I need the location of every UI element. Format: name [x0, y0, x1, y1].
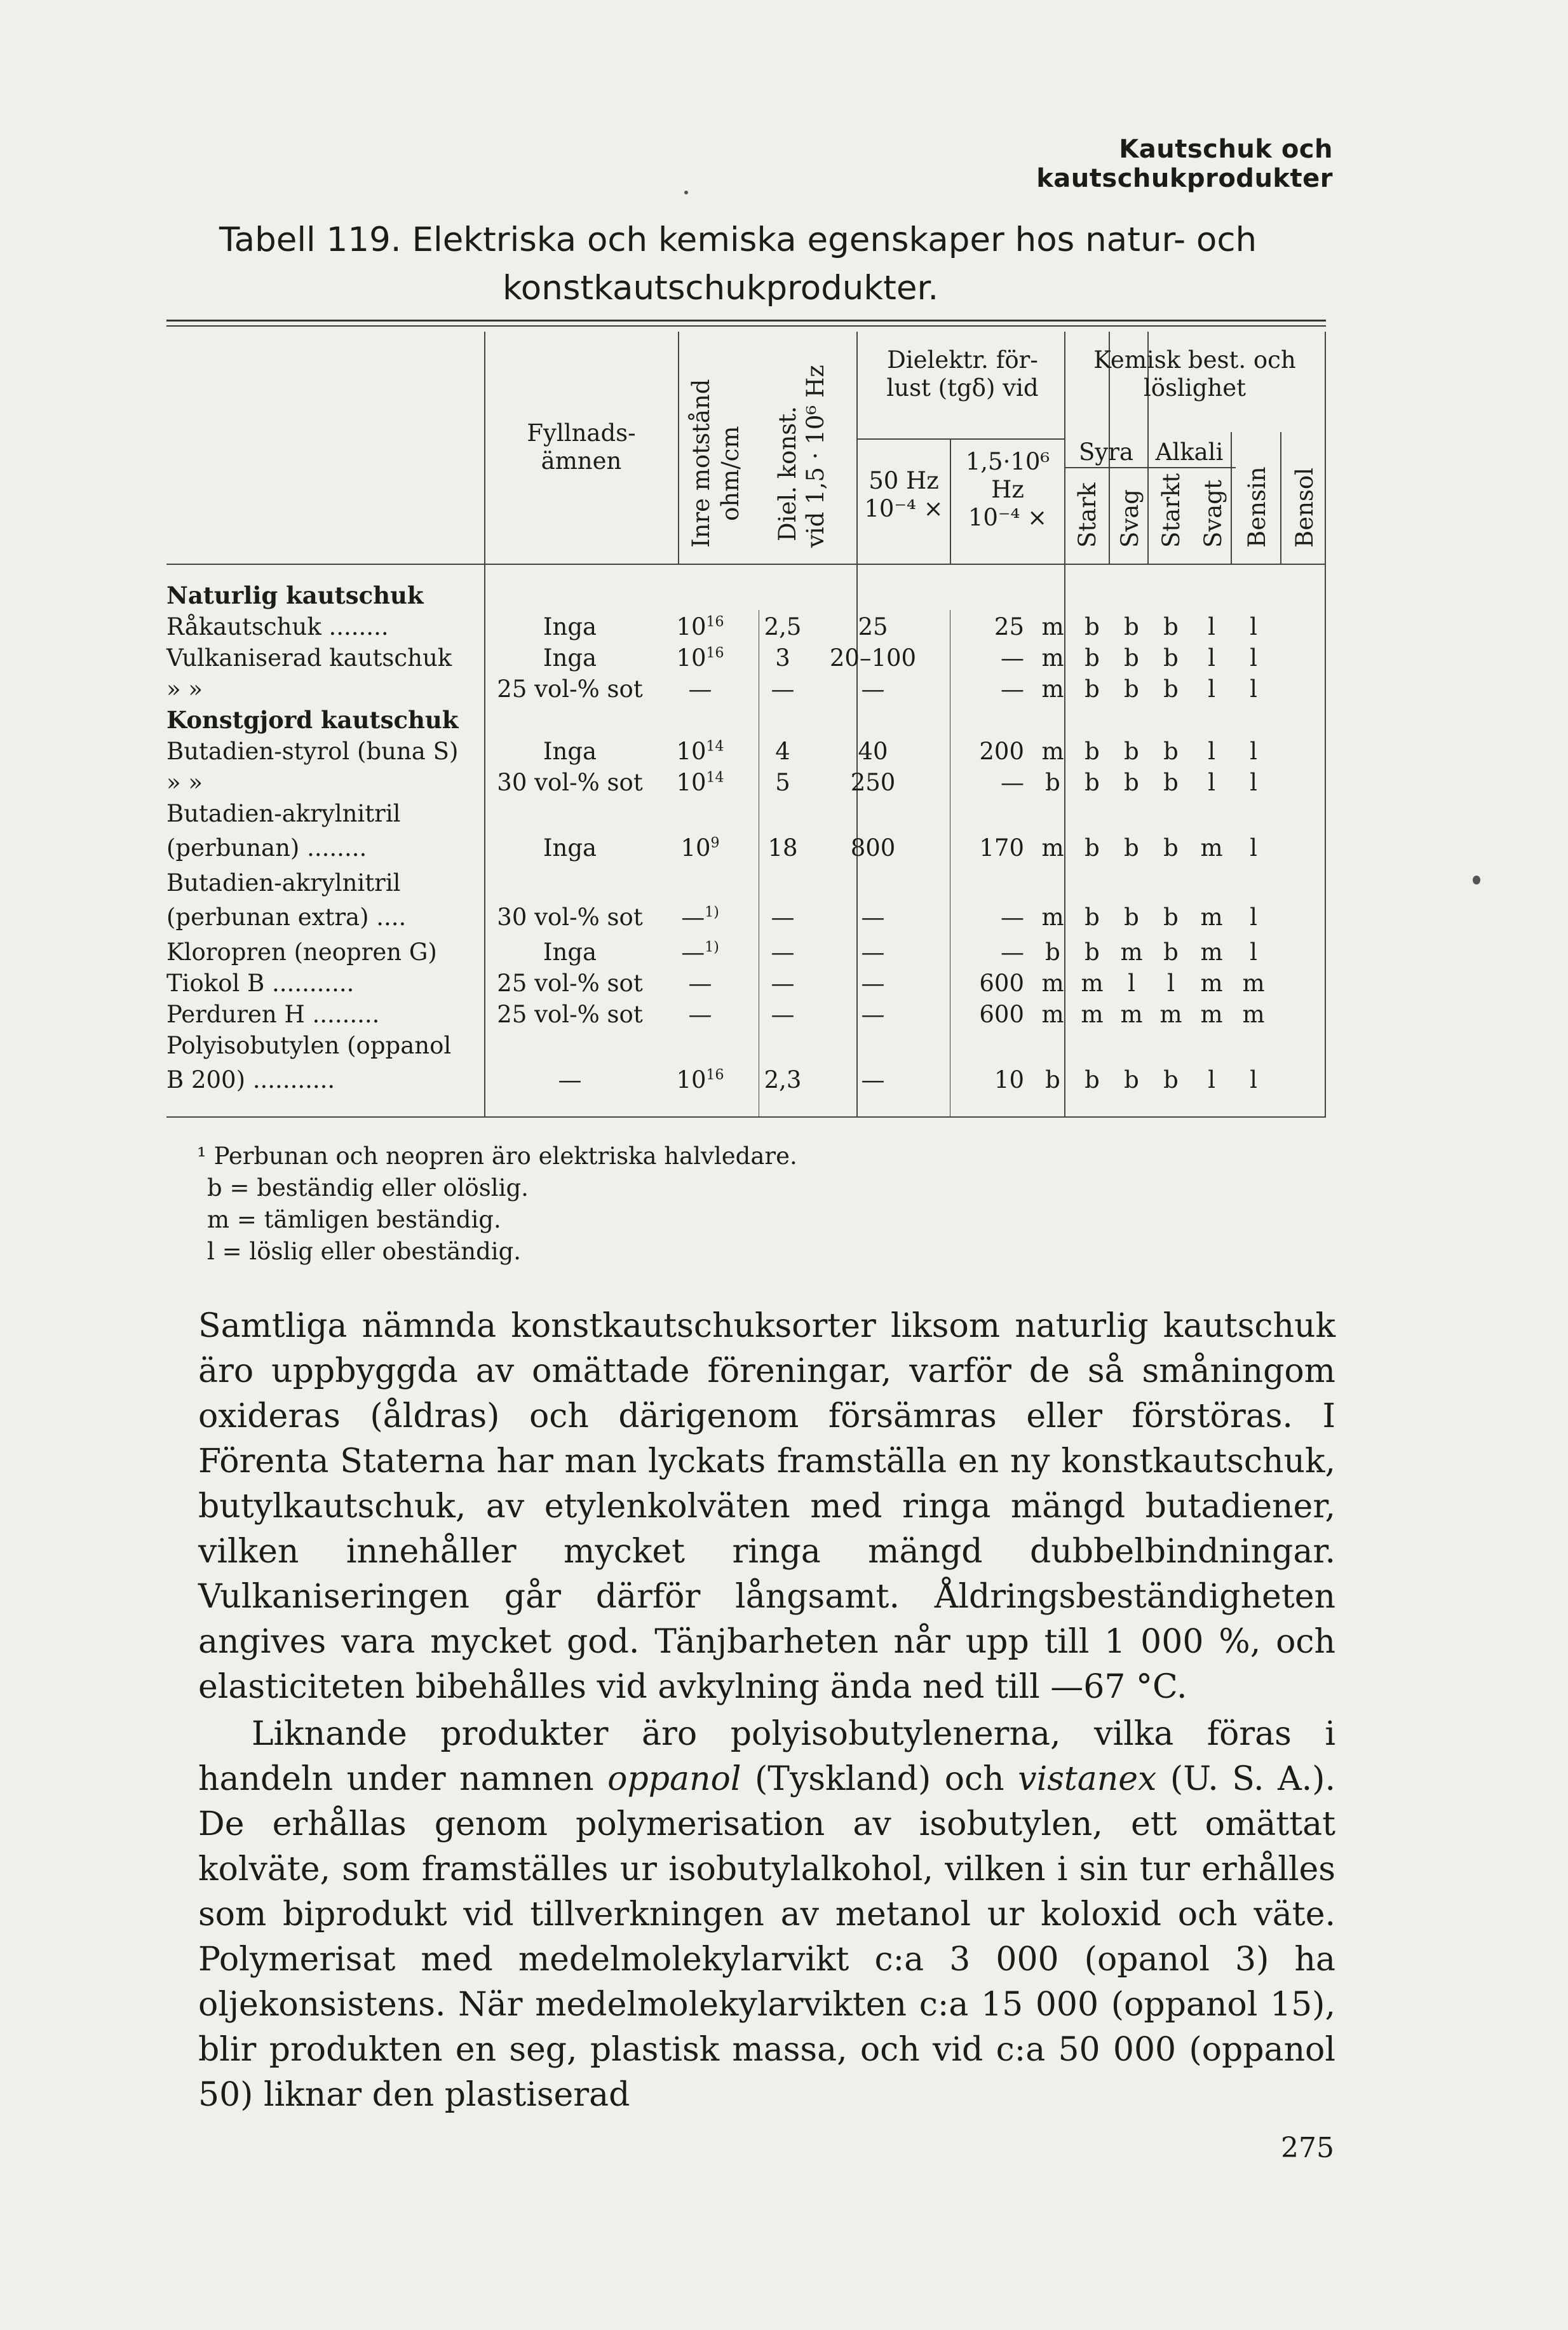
cell-forlust-50hz: — [861, 970, 885, 997]
header-dielektr: Dielektr. för- lust (tgδ) vid [886, 346, 1039, 402]
cell-kemisk: b [1163, 1066, 1179, 1094]
cell-forlust-15mhz: 600 [979, 1001, 1024, 1028]
cell-kemisk: b [1163, 613, 1179, 640]
cell-kemisk: m [1120, 1001, 1143, 1028]
cell-inre-motstand [656, 999, 745, 1030]
cell-diel-konst: — [771, 675, 795, 703]
col-divider [678, 332, 679, 564]
header-subrule [856, 438, 1064, 440]
cell-inre-base: 10 [680, 834, 711, 862]
header-15mhz: 1,5·10⁶ Hz 10⁻⁴ × [965, 448, 1050, 531]
cell-forlust-50hz: 250 [850, 769, 896, 796]
cell-forlust-50hz: — [861, 938, 885, 966]
col-divider [1280, 432, 1281, 564]
cell-diel-konst: 18 [767, 834, 798, 862]
row-label: Råkautschuk ........ [166, 613, 389, 640]
table-row [166, 1061, 1323, 1099]
cell-fyllnad: 25 vol-% sot [497, 1001, 643, 1028]
header-inre: Inre motstånd [687, 379, 715, 548]
cell-fyllnad: — [558, 1066, 582, 1094]
table-caption [219, 216, 1350, 313]
table-top-rule [166, 320, 1326, 322]
paragraph-2-part: (U. S. A.). De erhållas genom polymerisation av isobutylen, ett omättat kolväte, som framställes ur isobutylalkohol, vilken i sin tur erhålles som biprodukt vid tillverkningen av metanol ur koloxid och väte. Polymerisat med medelmolekylarvikt c:a 3 000 (opanol 3) ha oljekonsistens. När medelmolekylarvikten c:a 15 000 (oppanol 15), blir produkten en seg, plastisk massa, och vid c:a 50 000 (oppanol 50) liknar den plastiserad [198, 1760, 1336, 2114]
cell-kemisk: b [1045, 769, 1060, 796]
row-label: (perbunan extra) .... [166, 904, 407, 931]
cell-kemisk: m [1041, 834, 1064, 862]
cell-kemisk: b [1124, 904, 1139, 931]
cell-kemisk: l [1250, 834, 1257, 862]
cell-inre-base: — [681, 938, 705, 966]
table-row [166, 611, 1323, 642]
table-row [166, 829, 1323, 867]
cell-inre-base: 10 [676, 1066, 706, 1094]
cell-inre-base: — [681, 904, 705, 931]
table-caption-line2: konstkautschukprodukter. [503, 269, 939, 308]
header-bensol: Bensol [1291, 467, 1318, 548]
cell-kemisk: m [1200, 904, 1223, 931]
header-diel-1: Diel. konst. [774, 406, 801, 541]
cell-kemisk: b [1085, 738, 1100, 765]
cell-inre-base: — [688, 1001, 712, 1028]
body-text [198, 1304, 1335, 2118]
cell-kemisk: m [1041, 970, 1064, 997]
cell-inre-exp: 1) [705, 904, 719, 921]
cell-kemisk: m [1041, 613, 1064, 640]
table-row [166, 767, 1323, 798]
header-subrule [1064, 467, 1236, 468]
header-50hz: 50 Hz 10⁻⁴ × [864, 467, 943, 522]
table-row [166, 898, 1323, 937]
cell-inre-base: 10 [676, 613, 706, 640]
cell-inre-motstand [656, 898, 745, 937]
cell-diel-konst: — [771, 938, 795, 966]
cell-forlust-50hz: 25 [858, 613, 888, 640]
header-inre-unit: ohm/cm [717, 426, 744, 521]
cell-inre-motstand [656, 937, 745, 968]
cell-kemisk: b [1163, 904, 1179, 931]
cell-inre-motstand [656, 642, 745, 674]
cell-kemisk: b [1124, 738, 1139, 765]
cell-kemisk: m [1081, 970, 1104, 997]
cell-forlust-15mhz: 10 [994, 1066, 1024, 1094]
header-starkt: Starkt [1158, 473, 1185, 548]
cell-kemisk: b [1163, 644, 1179, 672]
cell-inre-base: — [688, 970, 712, 997]
cell-inre-motstand [656, 736, 745, 767]
table-row [166, 999, 1323, 1030]
row-label: Kloropren (neopren G) [166, 938, 437, 966]
row-label: B 200) ........... [166, 1066, 335, 1094]
term-vistanex: vistanex [1018, 1760, 1157, 1798]
cell-forlust-50hz: — [861, 904, 885, 931]
running-header: Kautschuk och kautschukprodukter [1036, 135, 1333, 193]
cell-kemisk: l [1250, 613, 1257, 640]
page-number: 275 [1281, 2132, 1334, 2164]
cell-inre-motstand [656, 674, 745, 705]
cell-fyllnad: 30 vol-% sot [497, 769, 643, 796]
table-top-rule-2 [166, 325, 1326, 327]
table-row [166, 642, 1323, 674]
col-divider [856, 332, 858, 564]
col-divider [1325, 332, 1326, 564]
cell-kemisk: b [1124, 675, 1139, 703]
cell-kemisk: b [1163, 675, 1179, 703]
cell-kemisk: l [1250, 675, 1257, 703]
cell-diel-konst: 3 [775, 644, 790, 672]
row-label: Tiokol B ........... [166, 970, 355, 997]
paragraph-2-part: Liknande produkter äro polyisobutylenerna, vilka föras i handeln under namnen [198, 1715, 1335, 1798]
cell-forlust-15mhz: — [1001, 904, 1024, 931]
cell-kemisk: l [1250, 769, 1257, 796]
cell-kemisk: m [1242, 970, 1265, 997]
cell-kemisk: m [1200, 834, 1223, 862]
cell-kemisk: m [1159, 1001, 1182, 1028]
cell-kemisk: b [1085, 904, 1100, 931]
cell-kemisk: m [1041, 1001, 1064, 1028]
row-label: Perduren H ......... [166, 1001, 380, 1028]
header-alkali: Alkali [1155, 438, 1224, 466]
cell-kemisk: b [1085, 834, 1100, 862]
cell-forlust-50hz: — [861, 1001, 885, 1028]
cell-inre-base: — [688, 675, 712, 703]
print-speck [1473, 876, 1480, 884]
cell-fyllnad: Inga [543, 938, 597, 966]
col-divider [1325, 564, 1326, 1116]
cell-kemisk: l [1208, 613, 1215, 640]
cell-fyllnad: Inga [543, 834, 597, 862]
table-row [166, 736, 1323, 767]
table-bottom-rule [166, 1116, 1326, 1118]
cell-inre-exp: 16 [706, 614, 724, 630]
table-body [166, 580, 1323, 1099]
cell-kemisk: l [1128, 970, 1135, 997]
header-bensin: Bensin [1243, 466, 1271, 548]
cell-diel-konst: — [771, 970, 795, 997]
row-label: » » [166, 769, 203, 796]
cell-inre-base: 10 [676, 738, 706, 765]
print-speck [684, 191, 688, 194]
header-stark: Stark [1074, 482, 1101, 548]
cell-kemisk: m [1200, 938, 1223, 966]
cell-diel-konst: 4 [775, 738, 790, 765]
cell-forlust-15mhz: — [1001, 644, 1024, 672]
cell-kemisk: b [1124, 613, 1139, 640]
cell-fyllnad: 25 vol-% sot [497, 970, 643, 997]
row-label: Vulkaniserad kautschuk [166, 644, 452, 672]
paragraph-2 [198, 1712, 1335, 2118]
cell-kemisk: b [1045, 938, 1060, 966]
cell-fyllnad: Inga [543, 738, 597, 765]
table-row [166, 867, 1323, 898]
header-syra: Syra [1079, 438, 1133, 466]
footnote-1: ¹ Perbunan och neopren äro elektriska halvledare. [197, 1142, 797, 1170]
cell-inre-exp: 16 [706, 645, 724, 661]
cell-inre-exp: 14 [706, 769, 724, 786]
table-row [166, 968, 1323, 999]
cell-kemisk: b [1085, 769, 1100, 796]
cell-inre-motstand [656, 1061, 745, 1099]
table-row [166, 1030, 1323, 1061]
cell-diel-konst: — [771, 1001, 795, 1028]
cell-kemisk: b [1085, 613, 1100, 640]
cell-fyllnad: Inga [543, 613, 597, 640]
table-section-heading [166, 705, 1323, 736]
row-label: Naturlig kautschuk [166, 581, 424, 609]
cell-kemisk: m [1242, 1001, 1265, 1028]
cell-forlust-50hz: — [861, 1066, 885, 1094]
cell-kemisk: b [1045, 1066, 1060, 1094]
cell-kemisk: l [1208, 1066, 1215, 1094]
cell-kemisk: m [1041, 904, 1064, 931]
cell-diel-konst: 5 [775, 769, 790, 796]
row-label: Konstgjord kautschuk [166, 706, 459, 734]
cell-forlust-50hz: 40 [858, 738, 888, 765]
header-svag: Svag [1116, 489, 1144, 548]
paragraph-2-part: (Tyskland) och [741, 1760, 1018, 1798]
cell-kemisk: b [1085, 1066, 1100, 1094]
footnote-legend-b: b = beständig eller olöslig. [207, 1174, 529, 1202]
header-kemisk: Kemisk best. och löslighet [1093, 346, 1296, 402]
cell-inre-exp: 1) [705, 939, 719, 956]
cell-kemisk: l [1208, 769, 1215, 796]
cell-inre-exp: 9 [710, 835, 720, 851]
cell-kemisk: m [1041, 675, 1064, 703]
cell-kemisk: l [1250, 904, 1257, 931]
term-oppanol: oppanol [607, 1760, 741, 1798]
header-bottom-rule [166, 564, 1326, 565]
header-svagt: Svagt [1200, 480, 1227, 548]
cell-fyllnad: 30 vol-% sot [497, 904, 643, 931]
cell-kemisk: l [1250, 1066, 1257, 1094]
row-label: Butadien-styrol (buna S) [166, 738, 459, 765]
cell-forlust-15mhz: — [1001, 938, 1024, 966]
cell-inre-motstand [656, 611, 745, 642]
cell-kemisk: b [1085, 675, 1100, 703]
footnote-legend-m: m = tämligen beständig. [207, 1206, 501, 1233]
cell-inre-motstand [656, 829, 745, 867]
cell-kemisk: b [1085, 644, 1100, 672]
cell-forlust-15mhz: 170 [979, 834, 1024, 862]
cell-forlust-15mhz: 25 [994, 613, 1024, 640]
row-label: Polyisobutylen (oppanol [166, 1032, 452, 1059]
cell-inre-exp: 16 [706, 1067, 724, 1083]
cell-kemisk: m [1041, 644, 1064, 672]
cell-kemisk: l [1167, 970, 1175, 997]
cell-fyllnad: 25 vol-% sot [497, 675, 643, 703]
cell-kemisk: m [1200, 1001, 1223, 1028]
cell-forlust-50hz: — [861, 675, 885, 703]
header-diel-2: vid 1,5 · 10⁶ Hz [802, 365, 829, 548]
row-label: (perbunan) ........ [166, 834, 367, 862]
cell-forlust-15mhz: 600 [979, 970, 1024, 997]
col-divider [1231, 432, 1232, 564]
cell-inre-exp: 14 [706, 738, 724, 755]
cell-fyllnad: Inga [543, 644, 597, 672]
cell-kemisk: b [1163, 834, 1179, 862]
paragraph-1: Samtliga nämnda konstkautschuksorter liksom naturlig kautschuk äro uppbyggda av omättade föreningar, varför de så småningom oxideras (åldras) och därigenom försämras eller förstöras. I Förenta Staterna har man lyckats framställa en ny konstkautschuk, butylkautschuk, av etylenkolväten med ringa mängd butadiener, vilken innehåller mycket ringa mängd dubbelbindningar. Vulkaniseringen går därför långsamt. Åldringsbeständigheten angives vara mycket god. Tänjbarheten når upp till 1 000 %, och elasticiteten bibehålles vid avkylning ända ned till —67 °C. [198, 1307, 1335, 1706]
cell-kemisk: m [1041, 738, 1064, 765]
cell-kemisk: l [1208, 675, 1215, 703]
cell-kemisk: b [1124, 769, 1139, 796]
cell-forlust-15mhz: — [1001, 675, 1024, 703]
col-divider [484, 332, 485, 564]
cell-kemisk: l [1208, 644, 1215, 672]
cell-kemisk: m [1081, 1001, 1104, 1028]
cell-kemisk: b [1163, 738, 1179, 765]
cell-kemisk: b [1163, 769, 1179, 796]
table-caption-line1: Tabell 119. Elektriska och kemiska egenskaper hos natur- och [219, 220, 1257, 259]
cell-kemisk: l [1250, 938, 1257, 966]
row-label: » » [166, 675, 203, 703]
cell-inre-motstand [656, 767, 745, 798]
cell-forlust-50hz: 800 [850, 834, 896, 862]
cell-inre-base: 10 [676, 769, 706, 796]
table-row [166, 798, 1323, 829]
cell-diel-konst: — [771, 904, 795, 931]
cell-forlust-50hz: 20–100 [829, 644, 917, 672]
table-footnotes [197, 1141, 797, 1268]
cell-kemisk: l [1208, 738, 1215, 765]
table-row [166, 674, 1323, 705]
cell-diel-konst: 2,5 [764, 613, 802, 640]
cell-kemisk: b [1124, 834, 1139, 862]
cell-forlust-15mhz: 200 [979, 738, 1024, 765]
cell-diel-konst: 2,3 [764, 1066, 802, 1094]
table-section-heading [166, 580, 1323, 611]
cell-inre-motstand [656, 968, 745, 999]
cell-kemisk: b [1124, 1066, 1139, 1094]
table-row [166, 937, 1323, 968]
cell-kemisk: l [1250, 644, 1257, 672]
cell-inre-base: 10 [676, 644, 706, 672]
row-label: Butadien-akrylnitril [166, 869, 401, 897]
cell-kemisk: b [1163, 938, 1179, 966]
cell-forlust-15mhz: — [1001, 769, 1024, 796]
cell-kemisk: b [1124, 644, 1139, 672]
footnote-legend-l: l = löslig eller obeständig. [207, 1238, 522, 1265]
cell-kemisk: m [1200, 970, 1223, 997]
cell-kemisk: l [1250, 738, 1257, 765]
cell-kemisk: m [1120, 938, 1143, 966]
cell-kemisk: b [1085, 938, 1100, 966]
header-fyllnad: Fyllnads- ämnen [527, 419, 636, 475]
row-label: Butadien-akrylnitril [166, 800, 401, 827]
